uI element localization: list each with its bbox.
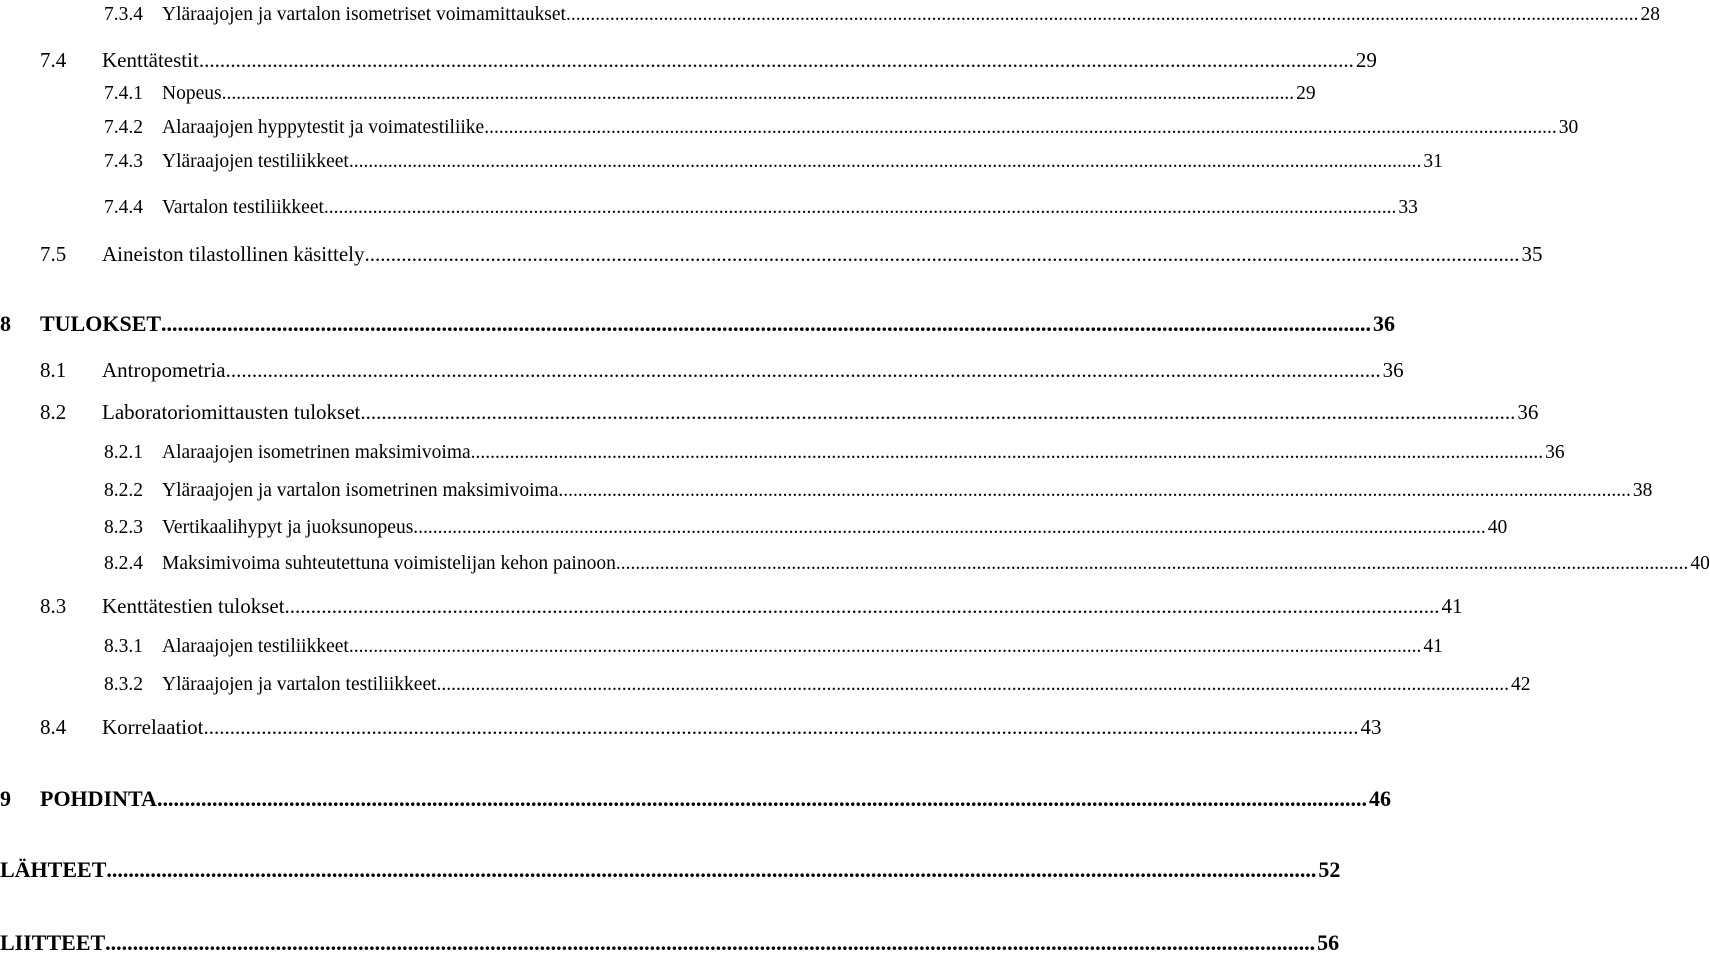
toc-entry[interactable] (40, 239, 1543, 269)
toc-number: 8.2 (40, 400, 67, 424)
toc-page-number: 41 (1423, 636, 1443, 657)
toc-page-number: 38 (1632, 480, 1653, 501)
toc-page-number: 36 (1382, 358, 1404, 382)
dot-leader: ............................................................................................................................................................................................................................ (203, 715, 1359, 739)
toc-page-number: 40 (1690, 553, 1710, 574)
toc-page-number: 29 (1355, 48, 1377, 72)
toc-title: Yläraajojen ja vartalon isometrinen maksimivoima (162, 480, 559, 501)
toc-entry[interactable] (104, 79, 1316, 109)
toc-entry[interactable] (104, 513, 1508, 543)
toc-title: Yläraajojen ja vartalon testiliikkeet (162, 674, 437, 695)
toc-title: POHDINTA (40, 786, 157, 811)
dot-leader: ............................................................................................................................................................................................................................ (484, 117, 1557, 138)
dot-leader: ............................................................................................................................................................................................................................ (156, 786, 1367, 811)
toc-title: Alaraajojen testiliikkeet (162, 636, 349, 657)
dot-leader: ............................................................................................................................................................................................................................ (413, 517, 1486, 538)
dot-leader: ............................................................................................................................................................................................................................ (348, 151, 1422, 172)
toc-title: Korrelaatiot (102, 715, 204, 739)
toc-page-number: 52 (1318, 857, 1341, 882)
toc-number: 8.2.4 (104, 553, 143, 574)
toc-page-number: 42 (1511, 674, 1531, 695)
toc-entry[interactable] (0, 309, 1396, 339)
toc-number: 8.4 (40, 715, 67, 739)
toc-title: Kenttätestien tulokset (102, 594, 285, 618)
toc-entry[interactable] (0, 855, 1341, 885)
toc-number: 9 (0, 786, 11, 811)
toc-entry[interactable] (104, 113, 1579, 143)
dot-leader: ............................................................................................................................................................................................................................ (364, 242, 1520, 266)
toc-number: 8 (0, 311, 11, 336)
toc-page-number: 46 (1368, 786, 1391, 811)
dot-leader: ............................................................................................................................................................................................................................ (225, 358, 1381, 382)
toc-entry[interactable] (104, 193, 1418, 223)
toc-entry[interactable] (104, 147, 1443, 177)
toc-page-number: 56 (1317, 930, 1340, 955)
toc-page-number: 36 (1517, 400, 1539, 424)
toc-page-number: 36 (1373, 311, 1396, 336)
toc-entry[interactable] (40, 45, 1377, 75)
dot-leader: ............................................................................................................................................................................................................................ (615, 553, 1689, 574)
toc-page-number: 33 (1398, 197, 1418, 218)
dot-leader: ............................................................................................................................................................................................................................ (106, 857, 1317, 882)
toc-page-number: 36 (1545, 442, 1565, 463)
toc-page-number: 29 (1296, 83, 1316, 104)
toc-entry[interactable] (40, 355, 1404, 385)
toc-title: TULOKSET (40, 311, 162, 336)
toc-number: 8.1 (40, 358, 67, 382)
dot-leader: ............................................................................................................................................................................................................................ (348, 636, 1422, 657)
toc-title: Maksimivoima suhteutettuna voimistelijan kehon painoon (162, 553, 616, 574)
toc-number: 8.2.2 (104, 480, 143, 501)
toc-title: Alaraajojen isometrinen maksimivoima (162, 442, 471, 463)
dot-leader: ............................................................................................................................................................................................................................ (360, 400, 1516, 424)
toc-page-number: 31 (1423, 151, 1443, 172)
dot-leader: ............................................................................................................................................................................................................................ (470, 442, 1544, 463)
toc-title: Nopeus (162, 83, 222, 104)
dot-leader: ............................................................................................................................................................................................................................ (558, 480, 1631, 501)
toc-title: LÄHTEET (0, 857, 107, 882)
toc-title: Vertikaalihypyt ja juoksunopeus (162, 517, 414, 538)
toc-entry[interactable] (104, 549, 1710, 579)
toc-page-number: 41 (1441, 594, 1463, 618)
toc-entry[interactable] (0, 928, 1340, 958)
toc-title: Alaraajojen hyppytestit ja voimatestiliike (162, 117, 485, 138)
dot-leader: ............................................................................................................................................................................................................................ (436, 674, 1510, 695)
toc-entry[interactable] (40, 397, 1539, 427)
toc-title: LIITTEET (0, 930, 106, 955)
toc-entry[interactable] (104, 438, 1565, 468)
toc-number: 8.3.1 (104, 636, 143, 657)
toc-number: 8.3 (40, 594, 67, 618)
toc-number: 7.4.2 (104, 117, 143, 138)
toc-entry[interactable] (104, 0, 1660, 30)
toc-title: Yläraajojen ja vartalon isometriset voimamittaukset (162, 4, 566, 25)
toc-title: Laboratoriomittausten tulokset (102, 400, 361, 424)
toc-title: Antropometria (102, 358, 226, 382)
dot-leader: ............................................................................................................................................................................................................................ (323, 197, 1397, 218)
toc-number: 7.3.4 (104, 4, 143, 25)
toc-page-number: 40 (1487, 517, 1508, 538)
toc-number: 8.3.2 (104, 674, 143, 695)
toc-page-number: 43 (1360, 715, 1382, 739)
toc-entry[interactable] (104, 632, 1443, 662)
toc-entry[interactable] (40, 712, 1382, 742)
toc-number: 7.4.4 (104, 197, 143, 218)
toc-title: Yläraajojen testiliikkeet (162, 151, 349, 172)
toc-page-number: 35 (1521, 242, 1543, 266)
dot-leader: ............................................................................................................................................................................................................................ (565, 4, 1639, 25)
toc-page-number: 30 (1558, 117, 1579, 138)
dot-leader: ............................................................................................................................................................................................................................ (221, 83, 1295, 104)
toc-number: 7.4 (40, 48, 67, 72)
toc-number: 8.2.1 (104, 442, 143, 463)
toc-entry[interactable] (0, 784, 1391, 814)
toc-title: Kenttätestit (102, 48, 199, 72)
dot-leader: ............................................................................................................................................................................................................................ (161, 311, 1372, 336)
dot-leader: ............................................................................................................................................................................................................................ (284, 594, 1440, 618)
toc-number: 7.4.3 (104, 151, 143, 172)
dot-leader: ............................................................................................................................................................................................................................ (105, 930, 1316, 955)
toc-entry[interactable] (40, 591, 1463, 621)
toc-entry[interactable] (104, 670, 1531, 700)
toc-title: Vartalon testiliikkeet (162, 197, 324, 218)
toc-entry[interactable] (104, 476, 1653, 506)
toc-number: 7.5 (40, 242, 67, 266)
toc-number: 7.4.1 (104, 83, 143, 104)
toc-title: Aineiston tilastollinen käsittely (102, 242, 365, 266)
toc-number: 8.2.3 (104, 517, 143, 538)
dot-leader: ............................................................................................................................................................................................................................ (198, 48, 1354, 72)
toc-page-number: 28 (1640, 4, 1660, 25)
